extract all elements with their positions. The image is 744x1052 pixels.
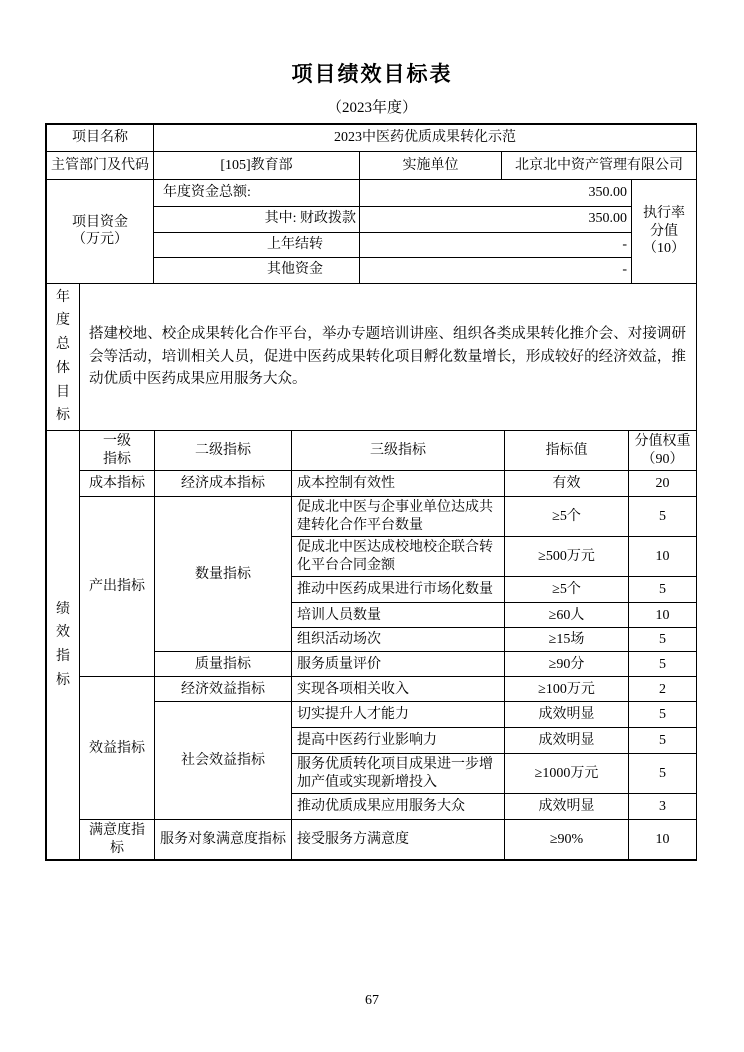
execution-rate-line3: （10） bbox=[643, 241, 685, 256]
funding-fiscal-value: 350.00 bbox=[360, 206, 632, 232]
funding-header-line2: （万元） bbox=[72, 232, 128, 248]
score-cell: 3 bbox=[629, 794, 697, 820]
page-subtitle: （2023年度） bbox=[326, 100, 417, 116]
department-label: 主管部门及代码 bbox=[47, 152, 154, 180]
score-cell: 5 bbox=[629, 702, 697, 728]
level1-column-header bbox=[80, 431, 155, 471]
implement-unit-label: 实施单位 bbox=[360, 152, 502, 180]
score-header-line2: （90） bbox=[641, 451, 684, 467]
level1-header-line1: 一级 bbox=[103, 434, 131, 450]
level1-cell: 产出指标 bbox=[80, 497, 155, 677]
indicator-row bbox=[47, 497, 697, 537]
indicator-value-cell: 成效明显 bbox=[505, 702, 629, 728]
level3-cell: 接受服务方满意度 bbox=[292, 820, 505, 860]
level3-cell: 促成北中医达成校地校企联合转化平台合同金额 bbox=[292, 537, 505, 577]
page-number: 67 bbox=[365, 993, 379, 1008]
score-cell: 5 bbox=[629, 577, 697, 603]
funding-row bbox=[47, 180, 697, 206]
annual-target-content: 搭建校地、校企成果转化合作平台，举办专题培训讲座、组织各类成果转化推介会、对接调研会等活动，培训相关人员，促进中医药成果转化项目孵化数量增长，形成较好的经济效益，推动优质中医药成果应用服务大众。 bbox=[80, 284, 697, 431]
level3-cell: 组织活动场次 bbox=[292, 628, 505, 652]
execution-rate-cell bbox=[632, 180, 697, 283]
score-cell: 2 bbox=[629, 677, 697, 702]
implement-unit-value: 北京北中资产管理有限公司 bbox=[502, 152, 697, 180]
level2-cell: 服务对象满意度指标 bbox=[155, 820, 292, 860]
score-cell: 10 bbox=[629, 603, 697, 628]
indicator-value-cell: 成效明显 bbox=[505, 728, 629, 754]
level2-cell: 经济成本指标 bbox=[155, 471, 292, 497]
level2-column-header: 二级指标 bbox=[155, 431, 292, 471]
funding-table bbox=[46, 180, 697, 284]
level1-cell: 成本指标 bbox=[80, 471, 155, 497]
indicators-section-header: 绩效指标 bbox=[56, 601, 70, 689]
execution-rate-line1: 执行率 bbox=[643, 206, 685, 221]
score-cell: 20 bbox=[629, 471, 697, 497]
funding-carryover-value: - bbox=[360, 232, 632, 257]
level3-cell: 提高中医药行业影响力 bbox=[292, 728, 505, 754]
level2-cell: 质量指标 bbox=[155, 652, 292, 677]
project-name-row bbox=[47, 125, 697, 152]
funding-other-value: - bbox=[360, 257, 632, 283]
project-name-label: 项目名称 bbox=[47, 125, 154, 152]
indicator-value-cell: 成效明显 bbox=[505, 794, 629, 820]
indicator-value-cell: ≥5个 bbox=[505, 497, 629, 537]
indicator-value-cell: ≥90分 bbox=[505, 652, 629, 677]
indicator-value-cell: ≥15场 bbox=[505, 628, 629, 652]
level3-column-header: 三级指标 bbox=[292, 431, 505, 471]
level3-cell: 推动中医药成果进行市场化数量 bbox=[292, 577, 505, 603]
level3-cell: 培训人员数量 bbox=[292, 603, 505, 628]
annual-target-table bbox=[46, 284, 697, 432]
indicator-value-cell: ≥100万元 bbox=[505, 677, 629, 702]
project-info-table bbox=[46, 124, 697, 180]
funding-fiscal-label: 其中: 财政拨款 bbox=[154, 206, 360, 232]
value-column-header: 指标值 bbox=[505, 431, 629, 471]
level2-cell: 经济效益指标 bbox=[155, 677, 292, 702]
funding-header-cell bbox=[47, 180, 154, 283]
score-column-header bbox=[629, 431, 697, 471]
level3-cell: 实现各项相关收入 bbox=[292, 677, 505, 702]
indicator-value-cell: ≥5个 bbox=[505, 577, 629, 603]
indicators-section-header-cell bbox=[47, 431, 80, 860]
page-title: 项目绩效目标表 bbox=[291, 62, 453, 86]
level3-cell: 促成北中医与企事业单位达成共建转化合作平台数量 bbox=[292, 497, 505, 537]
department-row bbox=[47, 152, 697, 180]
level1-cell: 效益指标 bbox=[80, 677, 155, 820]
level3-cell: 推动优质成果应用服务大众 bbox=[292, 794, 505, 820]
funding-other-label: 其他资金 bbox=[154, 257, 360, 283]
execution-rate-line2: 分值 bbox=[650, 223, 678, 239]
level3-cell: 成本控制有效性 bbox=[292, 471, 505, 497]
annual-target-header: 年度总体目标 bbox=[56, 289, 70, 424]
funding-carryover-label: 上年结转 bbox=[154, 232, 360, 257]
department-value: [105]教育部 bbox=[154, 152, 360, 180]
score-cell: 5 bbox=[629, 728, 697, 754]
score-cell: 5 bbox=[629, 652, 697, 677]
score-cell: 10 bbox=[629, 537, 697, 577]
indicator-value-cell: ≥1000万元 bbox=[505, 754, 629, 794]
level2-cell: 数量指标 bbox=[155, 497, 292, 652]
funding-header-line1: 项目资金 bbox=[72, 214, 128, 230]
level3-cell: 切实提升人才能力 bbox=[292, 702, 505, 728]
indicator-value-cell: ≥500万元 bbox=[505, 537, 629, 577]
score-cell: 5 bbox=[629, 754, 697, 794]
score-cell: 5 bbox=[629, 628, 697, 652]
score-cell: 10 bbox=[629, 820, 697, 860]
annual-target-header-cell bbox=[47, 284, 80, 431]
level2-cell: 社会效益指标 bbox=[155, 702, 292, 820]
level1-cell: 满意度指标 bbox=[80, 820, 155, 860]
funding-total-label: 年度资金总额: bbox=[154, 180, 360, 206]
indicator-row bbox=[47, 677, 697, 702]
level1-header-line2: 指标 bbox=[103, 451, 131, 467]
annual-target-row bbox=[47, 284, 697, 431]
indicator-value-cell: ≥60人 bbox=[505, 603, 629, 628]
indicator-value-cell: ≥90% bbox=[505, 820, 629, 860]
indicators-table bbox=[46, 431, 697, 860]
indicators-header-row bbox=[47, 431, 697, 471]
project-name-value: 2023中医药优质成果转化示范 bbox=[154, 125, 697, 152]
score-cell: 5 bbox=[629, 497, 697, 537]
indicator-row bbox=[47, 820, 697, 860]
performance-target-table bbox=[45, 123, 697, 861]
funding-total-value: 350.00 bbox=[360, 180, 632, 206]
score-header-line1: 分值权重 bbox=[634, 434, 691, 450]
level3-cell: 服务质量评价 bbox=[292, 652, 505, 677]
level3-cell: 服务优质转化项目成果进一步增加产值或实现新增投入 bbox=[292, 754, 505, 794]
indicator-value-cell: 有效 bbox=[505, 471, 629, 497]
indicator-row bbox=[47, 471, 697, 497]
